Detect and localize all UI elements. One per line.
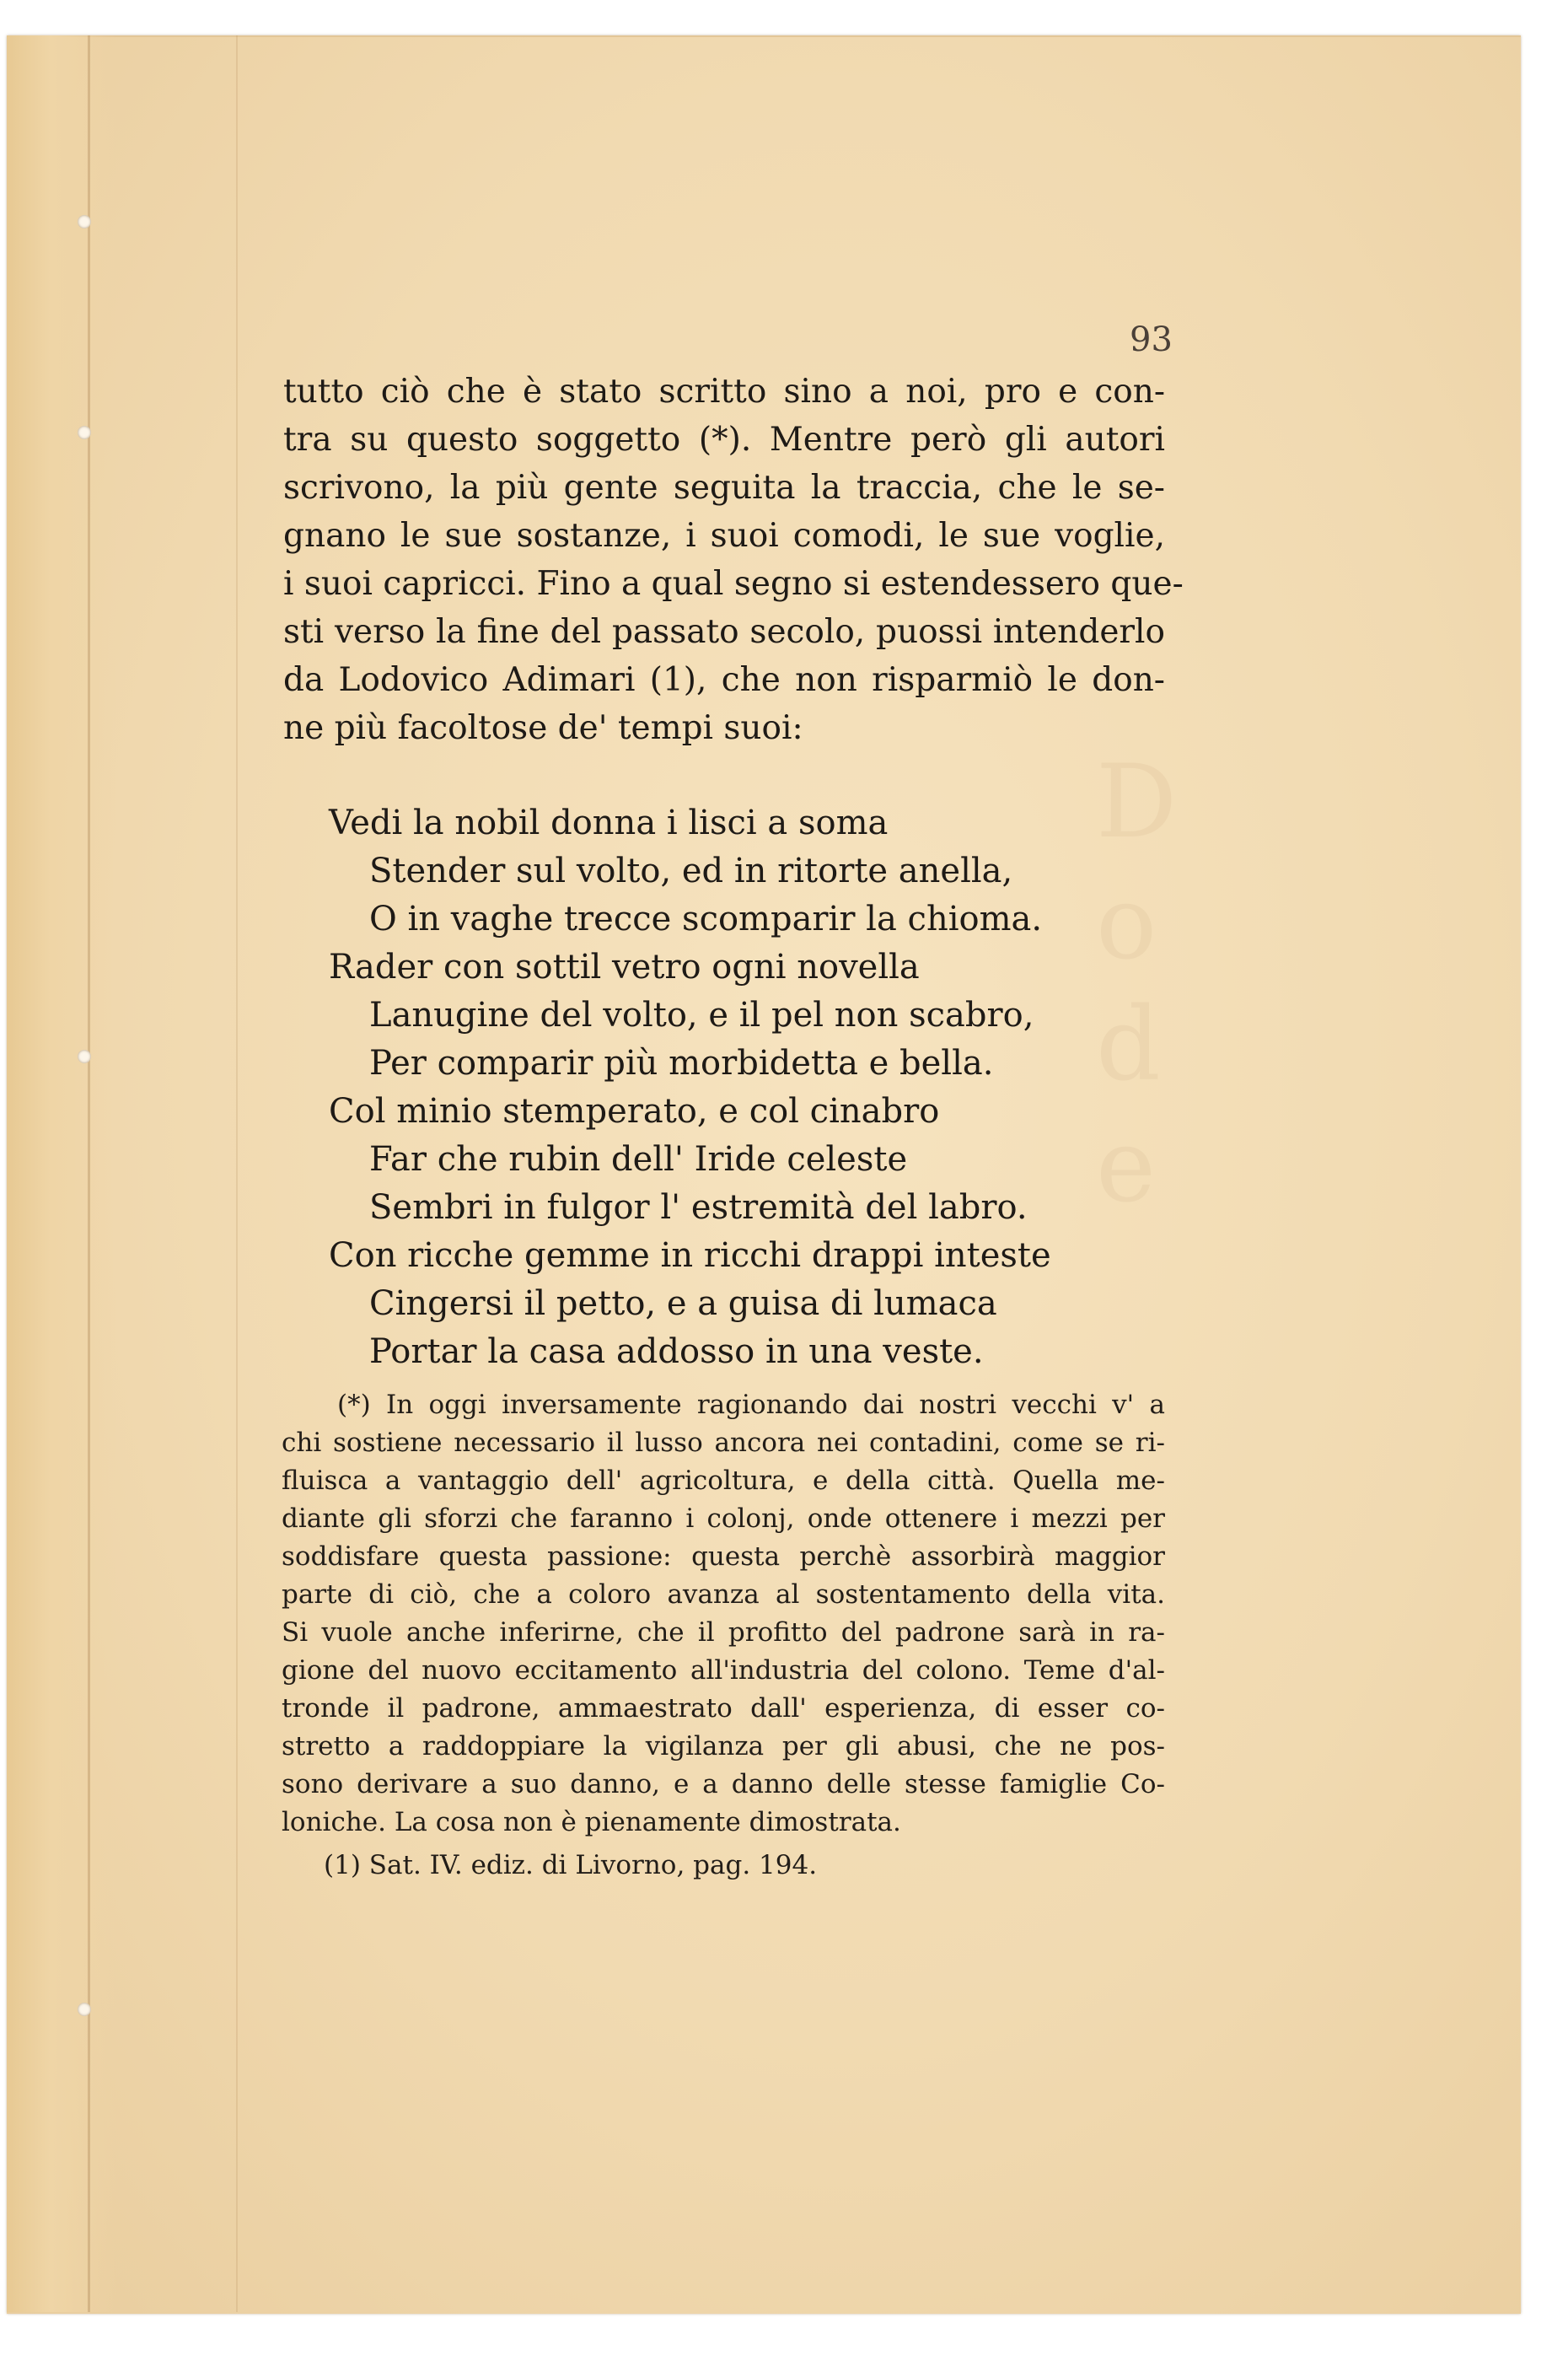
verse-line: Cingersi il petto, e a guisa di lumaca	[369, 1284, 997, 1323]
verse-line: O in vaghe trecce scomparir la chioma.	[369, 900, 1043, 938]
binding-fold	[88, 35, 90, 2312]
text-line: tra su questo soggetto (*). Mentre però gli autori	[283, 421, 1165, 459]
footnote-line: stretto a raddoppiare la vigilanza per gli abusi, che ne pos-	[282, 1731, 1165, 1761]
footnote-line: parte di ciò, che a coloro avanza al sostentamento della vita.	[282, 1579, 1165, 1610]
verse-line: Rader con sottil vetro ogni novella	[329, 948, 920, 987]
verse-line: Vedi la nobil donna i lisci a soma	[329, 804, 889, 842]
verse-line: Stender sul volto, ed in ritorte anella,	[369, 852, 1013, 890]
verse-line: Per comparir più morbidetta e bella.	[369, 1044, 994, 1083]
footnote-line: soddisfare questa passione: questa perchè assorbirà maggior	[282, 1541, 1165, 1572]
verse-quotation	[329, 799, 1051, 1376]
stitch-hole	[78, 2003, 91, 2016]
footnote-line: loniche. La cosa non è pienamente dimostrata.	[282, 1807, 901, 1837]
show-through-bleed: D o d e	[1096, 744, 1178, 1225]
footnote-line: Si vuole anche inferirne, che il profitto del padrone sarà in ra-	[282, 1617, 1165, 1648]
page-number: 93	[1130, 320, 1173, 359]
verse-line: Col minio stemperato, e col cinabro	[329, 1092, 940, 1131]
binding-edge	[7, 35, 116, 2312]
verse-line: Lanugine del volto, e il pel non scabro,	[369, 996, 1034, 1035]
paper-crease	[236, 35, 238, 2312]
footnote-line: diante gli sforzi che faranno i colonj, onde ottenere i mezzi per	[282, 1503, 1165, 1534]
footnote-line: gione del nuovo eccitamento all'industria del colono. Teme d'al-	[282, 1655, 1165, 1686]
text-line: scrivono, la più gente seguita la traccia, che le se-	[283, 469, 1165, 507]
verse-line: Portar la casa addosso in una veste.	[369, 1332, 984, 1371]
stitch-hole	[78, 1050, 91, 1063]
footnote-line: (*) In oggi inversamente ragionando dai nostri vecchi v' a	[337, 1390, 1165, 1420]
stitch-hole	[78, 426, 91, 439]
footnotes	[282, 1386, 1165, 1885]
text-line: i suoi capricci. Fino a qual segno si estendessero que-	[283, 565, 1184, 603]
verse-line: Con ricche gemme in ricchi drappi inteste	[329, 1236, 1051, 1275]
text-line: ne più facoltose de' tempi suoi:	[283, 709, 803, 747]
text-line: sti verso la fine del passato secolo, puossi intenderlo	[283, 613, 1165, 651]
footnote-line: fluisca a vantaggio dell' agricoltura, e della città. Quella me-	[282, 1466, 1165, 1496]
verse-line: Far che rubin dell' Iride celeste	[369, 1140, 908, 1179]
text-line: gnano le sue sostanze, i suoi comodi, le sue voglie,	[283, 517, 1165, 555]
text-line: tutto ciò che è stato scritto sino a noi, pro e con-	[283, 373, 1165, 411]
verse-line: Sembri in fulgor l' estremità del labro.	[369, 1188, 1028, 1227]
footnote-line: sono derivare a suo danno, e a danno delle stesse famiglie Co-	[282, 1769, 1165, 1799]
stitch-hole	[78, 215, 91, 229]
footnote-line: tronde il padrone, ammaestrato dall' esperienza, di esser co-	[282, 1693, 1165, 1724]
footnote-reference: (1) Sat. IV. ediz. di Livorno, pag. 194.	[324, 1850, 818, 1880]
body-paragraph	[283, 368, 1184, 752]
footnote-line: chi sostiene necessario il lusso ancora nei contadini, come se ri-	[282, 1428, 1165, 1458]
text-line: da Lodovico Adimari (1), che non risparmiò le don-	[283, 661, 1165, 699]
